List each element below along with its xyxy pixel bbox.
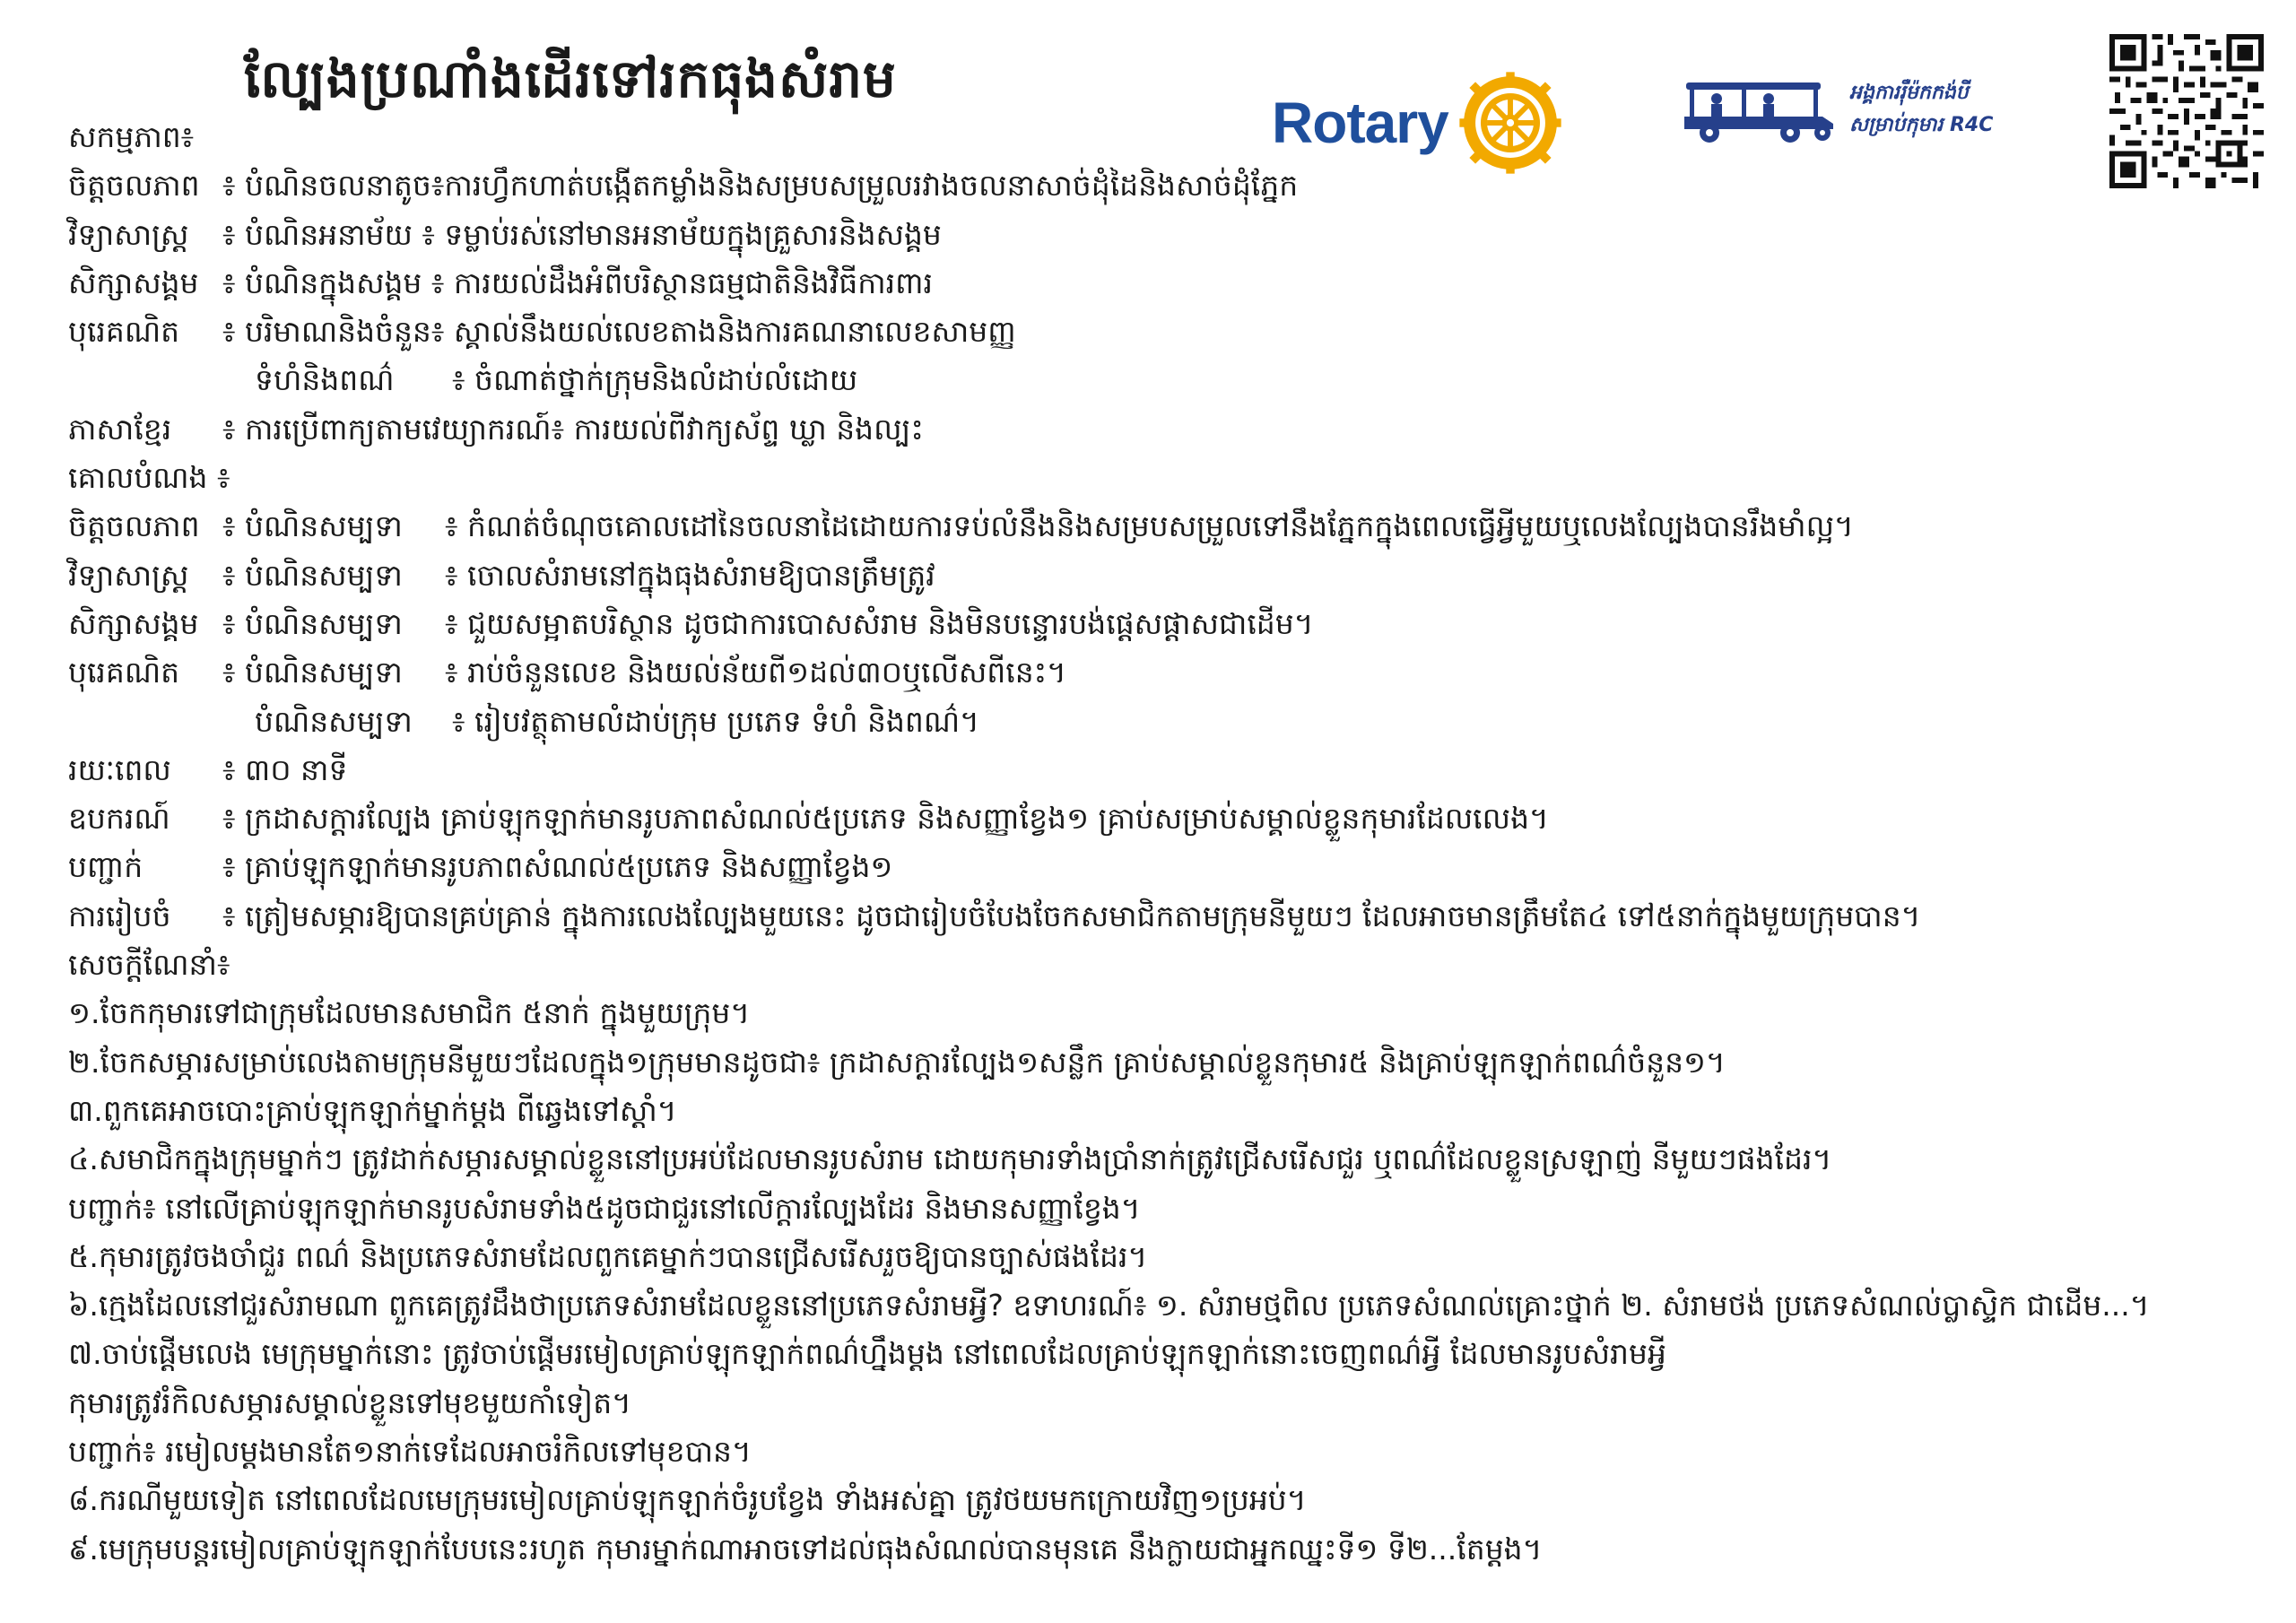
line-skill-text: ៖ បំណិនអនាម័យ ៖ ទម្លាប់រស់នៅមានអនាម័យក្នុងគ្រួសារនិងសង្គម [222, 216, 942, 252]
line-detail-text: ៖ រៀបវត្ថុតាមលំដាប់ក្រុម ប្រភេទ ទំហំ និងពណ៌។ [452, 703, 979, 739]
document-line [68, 1185, 2239, 1233]
line-subject-label: សិក្សាសង្គម [68, 605, 199, 641]
document-line [68, 1330, 2239, 1378]
line-subject-label: ចិត្តចលភាព [68, 168, 200, 204]
document-line [68, 698, 2239, 746]
line-subject-label: ការរៀបចំ [68, 898, 171, 933]
document-line [68, 1281, 2239, 1330]
line-subject-label: សិក្សាសង្គម [68, 265, 199, 300]
document-line [68, 211, 2239, 259]
line-detail-text: ៖ រាប់ចំនួនលេខ និងយល់ន័យពី១ដល់៣០ឬលើសពីនេះ។ [445, 655, 1066, 690]
line-subject-label: វិទ្យាសាស្ត្រ [68, 557, 189, 593]
line-text: គោលបំណង ៖ [68, 460, 230, 496]
document-line [68, 1525, 2239, 1574]
document-line [68, 1135, 2239, 1184]
document-line [68, 161, 2239, 210]
document-line [68, 843, 2239, 891]
line-subject-label: រយៈពេល [68, 751, 171, 787]
line-text: ៨.ករណីមួយទៀត នៅពេលដែលមេក្រុមរមៀលគ្រាប់ឡុកឡាក់ចំរូបខ្វែង ទាំងអស់គ្នា ត្រូវថយមកក្រោយវិញ១ប្រអប់។ [68, 1482, 1307, 1518]
line-subject-label: បុរេគណិត [68, 314, 180, 350]
line-subject-label: ឧបករណ៍ [68, 801, 170, 837]
activity-document [68, 113, 2239, 1574]
document-line [68, 746, 2239, 794]
line-skill-text: ៖ ការប្រើពាក្យតាមវេយ្យាករណ៍៖ ការយល់ពីវាក្យស័ព្ទ ឃ្លា និងល្បះ [222, 411, 924, 447]
line-skill-text: ៖ បំណិនសម្បទា [222, 655, 403, 690]
line-detail-text: ៖ កំណត់ចំណុចគោលដៅនៃចលនាដៃដោយការទប់លំនឹងនិងសម្របសម្រួលទៅនឹងភ្នែកក្នុងពេលធ្វើអ្វីមួយឬលេងល្បែងបានរឹងមាំល្អ។ [445, 508, 1854, 544]
page-title: ល្បែងប្រណាំងដើរទៅរកធុងសំរាម [244, 48, 897, 109]
line-subject-label: បញ្ជាក់ [68, 849, 144, 885]
line-skill-text: ៖ បំណិនសម្បទា [222, 508, 403, 544]
document-line [68, 1476, 2239, 1524]
line-text: បញ្ជាក់៖ រមៀលម្ដងមានតែ១នាក់ទេដែលអាចរំកិលទៅមុខបាន។ [68, 1434, 752, 1470]
line-text: ២.ចែកសម្ភារសម្រាប់លេងតាមក្រុមនីមួយៗដែលក្នុង១ក្រុមមានដូចជា៖ ក្រដាសក្ដារល្បែង១សន្លឹក គ្រាប់សម្គាល់ខ្លួនកុមារ៥ និងគ្រាប់ឡុកឡាក់ពណ៌ចំនួន១។ [68, 1044, 1726, 1080]
document-line [68, 308, 2239, 356]
rotary-wordmark: Rotary [1272, 91, 1448, 155]
line-text: ៩.មេក្រុមបន្តរមៀលគ្រាប់ឡុកឡាក់បែបនេះរហូត កុមារម្នាក់ណាអាចទៅដល់ធុងសំណល់បានមុនគេ នឹងក្លាយជាអ្នកឈ្នះទី១ ទី២...តែម្ដង។ [68, 1531, 1543, 1567]
document-line [68, 941, 2239, 989]
document-line [68, 356, 2239, 404]
line-skill-text: បំណិនសម្បទា [255, 703, 413, 739]
line-text: ១.ចែកកុមារទៅជាក្រុមដែលមានសមាជិក ៥នាក់ ក្នុងមួយក្រុម។ [68, 995, 751, 1031]
document-line [68, 259, 2239, 308]
line-subject-label: ចិត្តចលភាព [68, 508, 200, 544]
line-skill-text: ៖ បំណិនសម្បទា [222, 605, 403, 641]
document-line [68, 502, 2239, 551]
line-text: ៣.ពួកគេអាចបោះគ្រាប់ឡុកឡាក់ម្នាក់ម្ដង ពីឆ្វេងទៅស្ដាំ។ [68, 1092, 677, 1128]
document-line [68, 405, 2239, 454]
line-skill-text: ៖ ក្រដាសក្ដារល្បែង គ្រាប់ឡុកឡាក់មានរូបភាពសំណល់៥ប្រភេទ និងសញ្ញាខ្វែង១ គ្រាប់សម្រាប់សម្គាល់ខ្លួនកុមារដែលលេង។ [222, 801, 1549, 837]
line-skill-text: ៖ បំណិនចលនាតូច៖ការហ្វឹកហាត់បង្កើតកម្លាំងនិងសម្របសម្រួលរវាងចលនាសាច់ដុំដៃនិងសាច់ដុំភ្នែក [222, 168, 1299, 204]
line-skill-text: ៖ ត្រៀមសម្ភារឱ្យបានគ្រប់គ្រាន់ ក្នុងការលេងល្បែងមួយនេះ ដូចជារៀបចំបែងចែកសមាជិកតាមក្រុមនីមួយៗ ដែលអាចមានត្រឹមតែ៤ ទៅ៥នាក់ក្នុងមួយក្រុមបាន។ [222, 898, 1921, 933]
document-line [68, 113, 2239, 161]
document-line [68, 1087, 2239, 1135]
line-subject-label: វិទ្យាសាស្ត្រ [68, 216, 189, 252]
line-detail-text: ៖ ចោលសំរាមនៅក្នុងធុងសំរាមឱ្យបានត្រឹមត្រូវ [445, 557, 935, 593]
line-text: ៧.ចាប់ផ្ដើមលេង មេក្រុមម្នាក់នោះ ត្រូវចាប់ផ្ដើមរមៀលគ្រាប់ឡុកឡាក់ពណ៌ហ្នឹងម្ដង នៅពេលដែលគ្រាប់ឡុកឡាក់នោះចេញពណ៌អ្វី ដែលមានរូបសំរាមអ្វី [68, 1336, 1666, 1372]
line-subject-label: ភាសាខ្មែរ [68, 411, 172, 447]
document-line [68, 794, 2239, 843]
document-line [68, 454, 2239, 502]
line-skill-text: ៖ បរិមាណនិងចំនួន៖ ស្គាល់នឹងយល់លេខតាងនិងការគណនាលេខសាមញ្ញ [222, 314, 1016, 350]
document-line [68, 989, 2239, 1037]
line-skill-text: ៖ បំណិនក្នុងសង្គម ៖ ការយល់ដឹងអំពីបរិស្ថានធម្មជាតិនិងវិធីការពារ [222, 265, 934, 300]
document-line [68, 1233, 2239, 1281]
line-text: សេចក្ដីណែនាំ៖ [68, 947, 230, 983]
document-line [68, 551, 2239, 600]
line-skill-text: ៖ គ្រាប់ឡុកឡាក់មានរូបភាពសំណល់៥ប្រភេទ និងសញ្ញាខ្វែង១ [222, 849, 893, 885]
line-text: ៤.សមាជិកក្នុងក្រុមម្នាក់ៗ ត្រូវដាក់សម្ភារសម្គាល់ខ្លួននៅប្រអប់ដែលមានរូបសំរាម ដោយកុមារទាំងប្រាំនាក់ត្រូវជ្រើសរើសជួរ ឬពណ៌ដែលខ្លួនស្រឡាញ់ នីមួយៗផងដែរ។ [68, 1141, 1832, 1177]
line-subject-label: បុរេគណិត [68, 655, 180, 690]
line-text: ៦.ក្មេងដែលនៅជួរសំរាមណា ពួកគេត្រូវដឹងថាប្រភេទសំរាមដែលខ្លួននៅប្រភេទសំរាមអ្វី? ឧទាហរណ៍៖ ១. សំរាមថ្មពិល ប្រភេទសំណល់គ្រោះថ្នាក់ ២. សំរាមថង់ ប្រភេទសំណល់ប្លាស្ទិក ជាដើម...។ [68, 1288, 2150, 1324]
line-text: សកម្មភាព៖ [68, 119, 195, 154]
line-detail-text: ៖ ជួយសម្អាតបរិស្ថាន ដូចជាការបោសសំរាម និងមិនបន្ទោរបង់ផ្ដេសផ្ដាសជាដើម។ [445, 605, 1314, 641]
line-detail-text: ៖ ចំណាត់ថ្នាក់ក្រុមនិងលំដាប់លំដោយ [452, 362, 858, 398]
r4c-name-line2: សម្រាប់កុមារ R4C [1849, 114, 1994, 136]
r4c-name-line1: អង្គការរ៉ឺម៉កកង់បី [1849, 82, 1969, 104]
document-line [68, 648, 2239, 697]
document-line [68, 1379, 2239, 1428]
line-skill-text: ៖ ៣០ នាទី [222, 751, 348, 787]
document-line [68, 1038, 2239, 1087]
document-line [68, 600, 2239, 648]
line-text: ៥.កុមារត្រូវចងចាំជួរ ពណ៌ និងប្រភេទសំរាមដែលពួកគេម្នាក់ៗបានជ្រើសរើសរួចឱ្យបានច្បាស់ផងដែរ។ [68, 1238, 1148, 1274]
document-line [68, 1428, 2239, 1476]
line-text: បញ្ជាក់៖ នៅលើគ្រាប់ឡុកឡាក់មានរូបសំរាមទាំង៥ដូចជាជួរនៅលើក្ដារល្បែងដែរ និងមានសញ្ញាខ្វែង។ [68, 1190, 1141, 1226]
document-line [68, 892, 2239, 941]
line-skill-text: ៖ បំណិនសម្បទា [222, 557, 403, 593]
line-text: កុមារត្រូវរំកិលសម្ភារសម្គាល់ខ្លួនទៅមុខមួយកាំទៀត។ [68, 1384, 631, 1420]
line-skill-text: ទំហំនិងពណ៌ [255, 362, 395, 398]
